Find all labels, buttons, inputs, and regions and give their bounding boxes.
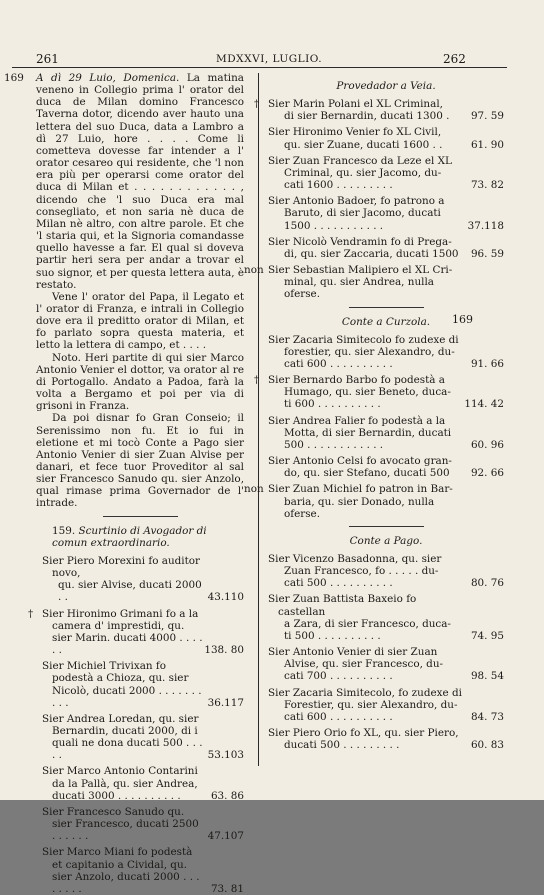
entry-paragraph-1 <box>4 72 244 291</box>
vote-count: 97. 59 <box>470 110 504 123</box>
candidate-line-continued: cati 600 . . . . . . . . . . <box>284 710 393 723</box>
candidate-name <box>268 593 504 642</box>
candidate-line: Sier Hironimo Grimani fo a la camera d' imprestidi, qu. sier Marin. ducati 4000 . . . . . . <box>42 607 203 657</box>
column-divider <box>258 73 259 766</box>
paragraph-1-text: La matina veneno in Collegio prima l' orator del duca de Milan domino Francesco Taverna dotor, dicendo aver hauto una lettera del suo Duca, data a Lambro a dì 27 Luio, hore . . . . Come li cometteva dovesse far intender a l' orator cesareo qui residente, che 'l non era più per operarsi come orator del duca di Milan et . . . . . . . . . . . . , dicendo che 'l suo Duca era mal consegliato, et non saria nè duca de Milan nè altro, con altre parole. Et che 'l staria qui, et la Signoria comandasse quello havesse a far. El qual si doveva partir heri sera per andar a trovar el suo signor, et per questa lettera auta, è restato. <box>36 72 244 291</box>
vote-count: 63. 86 <box>210 789 244 802</box>
candidate-line-continued: Alvise, qu. sier Francesco, du- <box>284 658 444 671</box>
candidate-line-continued: ti 500 . . . . . . . . . . <box>284 629 381 642</box>
candidate-row <box>244 264 504 301</box>
candidate-line-continued: oferse. <box>284 288 321 301</box>
candidate-name <box>268 98 504 122</box>
vote-count: 47.107 <box>207 830 244 843</box>
candidate-line: Sier Zacaria Simitecolo fo zudexe di <box>268 333 459 346</box>
candidate-line: Sier Marin Polani el XL Criminal, <box>268 98 443 111</box>
left-page-number: 261 <box>36 52 59 66</box>
candidate-line-continued: a Zara, di sier Francesco, duca- <box>284 617 451 630</box>
entry-paragraph-3: Noto. Heri partite di qui sier Marco Antonio Venier el dottor, va orator al re di Portogallo. Andato a Padoa, farà la volta a Bergamo et poi per via di grisoni in Franza. <box>36 351 244 413</box>
candidate-line-continued: cati 1600 . . . . . . . . . <box>284 179 393 192</box>
candidate-line: Sier Antonio Celsi fo avocato gran- <box>268 455 452 468</box>
candidate-row <box>42 806 244 842</box>
election-mark: non <box>244 483 264 496</box>
vote-count: 92. 66 <box>470 467 504 480</box>
candidate-name <box>268 126 504 150</box>
right-page-number: 262 <box>443 52 466 66</box>
vote-count: 98. 54 <box>470 670 504 683</box>
candidate-row <box>42 713 244 762</box>
candidate-line: Sier Antonio Badoer, fo patrono a <box>268 195 445 208</box>
candidate-line-continued: baria, qu. sier Donado, nulla oferse. <box>284 495 435 520</box>
candidate-line-continued: cati 600 . . . . . . . . . . <box>284 357 393 370</box>
left-margin-number: 169 <box>4 72 24 84</box>
candidate-row <box>268 593 504 642</box>
candidate-line: Sier Sebastian Malipiero el XL Cri- <box>268 264 453 277</box>
candidate-row <box>42 846 244 895</box>
candidate-line-continued: cati 500 . . . . . . . . . . <box>284 577 393 590</box>
vote-count: 53.103 <box>207 749 244 762</box>
vote-count: 61. 90 <box>470 138 504 151</box>
candidate-line: Sier Hironimo Venier fo XL Civil, <box>268 126 442 139</box>
vote-count: 36.117 <box>207 696 244 709</box>
candidate-name <box>268 553 504 589</box>
candidate-row <box>268 334 504 370</box>
vote-count: 84. 73 <box>470 710 504 723</box>
section-rule <box>349 526 424 527</box>
candidate-row <box>268 727 504 751</box>
candidate-row <box>268 553 504 589</box>
candidate-line-continued: Baruto, di sier Jacomo, ducati <box>284 207 441 220</box>
candidate-name <box>268 236 504 260</box>
right-column <box>244 72 504 752</box>
candidate-row <box>268 195 504 231</box>
candidate-row <box>268 687 504 723</box>
candidate-row <box>268 455 504 479</box>
vote-count: 73. 82 <box>470 179 504 192</box>
candidate-name <box>268 455 504 479</box>
candidate-row <box>42 765 244 801</box>
date-heading: A dì 29 Luio, Domenica. <box>36 72 180 84</box>
candidate-line-continued: 500 . . . . . . . . . . . . <box>284 438 384 451</box>
candidate-line: Sier Piero Morexini fo auditor novo, <box>42 554 201 580</box>
section-rule <box>103 516 178 517</box>
candidate-line-continued: do, qu. sier Stefano, ducati 500 <box>284 467 450 480</box>
candidate-line: Sier Zacaria Simitecolo, fo zudexe di <box>268 686 462 699</box>
candidate-list-pago <box>268 553 504 751</box>
candidate-row <box>28 607 244 657</box>
section-title-pago: Conte a Pago. <box>349 534 423 547</box>
candidate-line-continued: forestier, qu. sier Alexandro, du- <box>284 345 455 358</box>
candidate-line: Sier Zuan Michiel fo patron in Bar- <box>268 483 453 496</box>
vote-count: 60. 83 <box>470 739 504 752</box>
candidate-name <box>268 727 504 751</box>
candidate-row <box>42 555 244 604</box>
left-column <box>4 72 244 895</box>
candidate-line: Sier Marco Antonio Contarini da la Pallà, qu. sier Andrea, ducati 3000 . . . . . . . . . . <box>42 765 198 802</box>
candidate-row <box>42 660 244 709</box>
candidate-line-continued: ducati 500 . . . . . . . . . <box>284 739 400 752</box>
candidate-name <box>268 646 504 682</box>
candidate-line-continued: Zuan Francesco, fo . . . . . du- <box>284 565 439 578</box>
section-title-veia: Provedador a Veia. <box>336 80 436 92</box>
candidate-line-continued: minal, qu. sier Andrea, nulla <box>284 276 435 289</box>
candidate-line: Sier Andrea Loredan, qu. sier Bernardin, ducati 2000, di i quali ne dona ducati 500 . . . . . <box>42 712 203 762</box>
candidate-line: Sier Zuan Francesco da Leze el XL <box>268 154 452 167</box>
entry-paragraph-4: Da poi disnar fo Gran Conseio; il Serenissimo non fu. Et io fui in eletione et mi tocò Conte a Pago sier Antonio Venier di sier Zuan Alvise per danari, et fece tuor Proveditor al sal sier Francesco Sanudo qu. sier Anzolo, qual rimase prima Governador de l' intrade. <box>36 412 244 510</box>
vote-count: 37.118 <box>467 219 504 232</box>
candidate-line-continued: Humago, qu. sier Beneto, duca- <box>284 386 451 399</box>
candidate-line: Sier Marco Miani fo podestà et capitanio a Cividal, qu. sier Anzolo, ducati 2000 . . . . . . . . <box>42 846 200 895</box>
candidate-line-continued: Criminal, qu. sier Jacomo, du- <box>284 166 442 179</box>
header-rule <box>12 67 507 68</box>
vote-count: 138. 80 <box>204 644 244 657</box>
candidate-line: Sier Vicenzo Basadonna, qu. sier <box>268 553 442 565</box>
right-margin-number: 169 <box>452 313 473 326</box>
candidate-line: Sier Zuan Battista Baxeio fo castellan <box>268 593 417 618</box>
candidate-line: Sier Nicolò Vendramin fo di Prega- <box>268 235 452 248</box>
candidate-list-veia <box>244 98 504 301</box>
section-title-curzola: Conte a Curzola. <box>341 315 431 328</box>
vote-count: 91. 66 <box>470 357 504 370</box>
candidate-row <box>268 415 504 451</box>
scrutinio-number: 159. <box>52 524 76 537</box>
candidate-name <box>268 687 504 723</box>
candidate-line-continued: di sier Bernardin, ducati 1300 . <box>284 110 450 123</box>
candidate-name <box>268 483 504 519</box>
election-mark: † <box>28 607 34 620</box>
candidate-line: Sier Michiel Trivixan fo podestà a Chioza, qu. sier Nicolò, ducati 2000 . . . . . . . . . . <box>42 660 202 709</box>
section-rule <box>349 307 424 308</box>
scrutinio-title: Scurtinio di Avogador di comun extraordinario. <box>52 524 207 549</box>
candidate-row <box>268 155 504 191</box>
candidate-line: Sier Antonio Venier di sier Zuan <box>268 646 438 659</box>
vote-count: 73. 81 <box>210 882 244 895</box>
vote-count: 80. 76 <box>470 577 504 590</box>
election-mark: † <box>254 98 260 111</box>
vote-count: 96. 59 <box>470 247 504 260</box>
candidate-line-continued: qu. sier Alvise, ducati 2000 . . <box>58 579 202 604</box>
candidate-line-continued: di, qu. sier Zaccaria, ducati 1500 <box>284 247 459 260</box>
candidate-list-curzola <box>244 333 504 520</box>
vote-count: 43.110 <box>207 591 244 604</box>
vote-count: 60. 96 <box>470 438 504 451</box>
candidate-row <box>254 374 504 411</box>
candidate-line-continued: Forestier, qu. sier Alexandro, du- <box>284 698 458 711</box>
candidate-row <box>268 126 504 150</box>
candidate-name <box>268 415 504 451</box>
candidate-row <box>268 646 504 682</box>
candidate-row <box>268 236 504 260</box>
candidate-list <box>28 554 244 895</box>
candidate-line: Sier Bernardo Barbo fo podestà a <box>268 374 445 387</box>
scrutinio-heading <box>36 525 244 549</box>
candidate-row <box>244 483 504 520</box>
election-mark: non <box>244 264 264 277</box>
vote-count: 114. 42 <box>464 398 504 411</box>
candidate-line-continued: cati 700 . . . . . . . . . . <box>284 670 393 683</box>
candidate-line-continued: Motta, di sier Bernardin, ducati <box>284 426 452 439</box>
candidate-line-continued: ti 600 . . . . . . . . . . <box>284 398 381 411</box>
candidate-line: Sier Piero Orio fo XL, qu. sier Piero, <box>268 727 459 740</box>
entry-paragraph-2: Vene l' orator del Papa, il Legato et l' orator di Franza, e intrali in Collegio dove era il preditto orator di Milan, et fo parlato sopra questa materia, et letto la lettera di campo, et . . . . <box>36 290 244 352</box>
candidate-name <box>268 155 504 191</box>
candidate-name <box>268 264 504 300</box>
candidate-line: Sier Francesco Sanudo qu. sier Francesco, ducati 2500 . . . . . . <box>42 805 199 843</box>
candidate-line-continued: qu. sier Zuane, ducati 1600 . . <box>284 138 443 151</box>
candidate-row <box>254 98 504 123</box>
running-title: MDXXVI, LUGLIO. <box>216 53 323 65</box>
candidate-line-continued: 1500 . . . . . . . . . . . <box>284 219 384 232</box>
candidate-line: Sier Andrea Falier fo podestà a la <box>268 414 446 427</box>
candidate-name <box>268 334 504 370</box>
vote-count: 74. 95 <box>470 629 504 642</box>
election-mark: † <box>254 374 260 387</box>
